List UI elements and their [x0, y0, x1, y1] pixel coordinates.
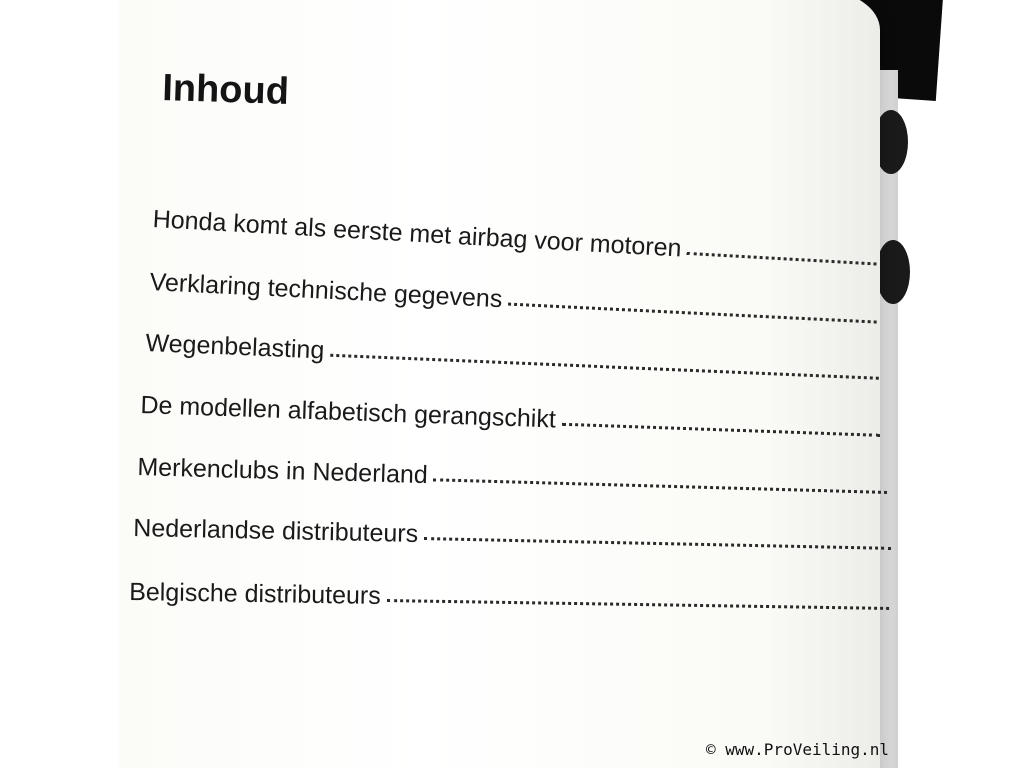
dot-leader [687, 252, 876, 266]
toc-entry [145, 329, 880, 389]
dot-leader [508, 303, 877, 324]
toc-entry-label: Belgische distributeurs [129, 578, 381, 610]
toc-entry [152, 205, 877, 274]
toc-entry-label: Wegenbelasting [145, 329, 325, 365]
dot-leader [562, 423, 880, 437]
toc-entry [140, 391, 881, 446]
page-title: Inhoud [161, 67, 290, 114]
dot-leader [330, 354, 879, 380]
toc-entry [149, 268, 878, 333]
toc-entry-label: De modellen alfabetisch gerangschikt [140, 391, 557, 434]
dot-leader [387, 599, 889, 610]
toc-entry-label: Nederlandse distributeurs [133, 514, 419, 548]
toc-entry-label: Merkenclubs in Nederland [137, 453, 429, 490]
toc-entry [133, 514, 891, 559]
watermark: © www.ProVeiling.nl [706, 740, 890, 759]
toc-entry-label: Honda komt als eerste met airbag voor motoren [152, 205, 683, 263]
dot-leader [424, 537, 891, 550]
toc-entry [137, 453, 888, 503]
dot-leader [434, 478, 887, 494]
toc-entry-label: Verklaring technische gegevens [149, 268, 504, 314]
toc-entry [129, 578, 889, 619]
